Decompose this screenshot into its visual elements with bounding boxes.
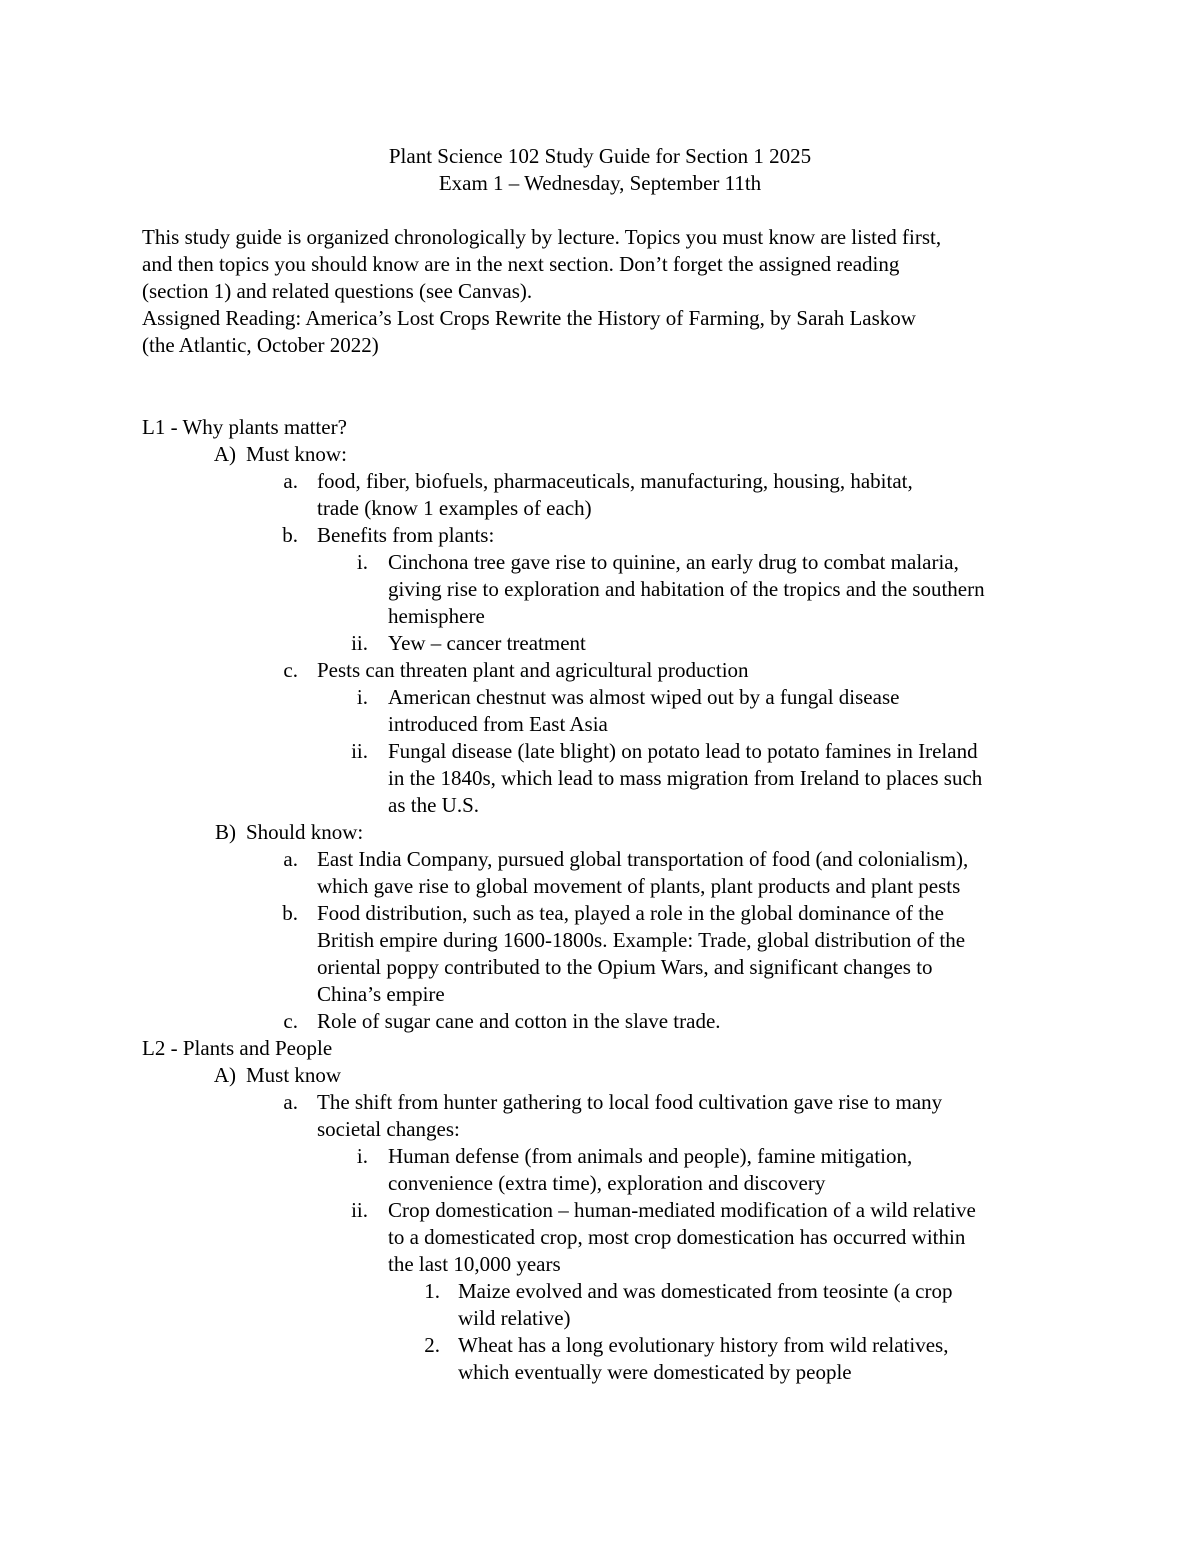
list-item-line: Fungal disease (late blight) on potato lead to potato famines in Ireland <box>388 739 978 763</box>
list-item-line: hemisphere <box>388 604 485 628</box>
list-item-line: The shift from hunter gathering to local food cultivation gave rise to many <box>317 1090 943 1114</box>
subsection-label: Must know <box>246 1063 342 1087</box>
section-heading: L1 - Why plants matter? <box>142 415 347 439</box>
list-item-line: which gave rise to global movement of plants, plant products and plant pests <box>317 874 961 898</box>
list-marker: 1. <box>424 1279 440 1303</box>
list-marker: b. <box>282 901 298 925</box>
list-item-line: to a domesticated crop, most crop domestication has occurred within <box>388 1225 966 1249</box>
subsection-label: Must know: <box>246 442 347 466</box>
list-item-line: giving rise to exploration and habitation of the tropics and the southern <box>388 577 985 601</box>
list-item-line: trade (know 1 examples of each) <box>317 496 592 520</box>
list-item-line: Benefits from plants: <box>317 523 495 547</box>
list-item-line: Wheat has a long evolutionary history from wild relatives, <box>458 1333 949 1357</box>
list-marker: A) <box>213 1063 236 1087</box>
list-item-line: Yew – cancer treatment <box>388 631 586 655</box>
list-marker: c. <box>283 658 298 682</box>
list-item-line: in the 1840s, which lead to mass migration from Ireland to places such <box>388 766 983 790</box>
document-title: Plant Science 102 Study Guide for Section 1 2025 <box>388 144 812 168</box>
list-marker: c. <box>283 1009 298 1033</box>
list-item-line: Role of sugar cane and cotton in the slave trade. <box>317 1009 721 1033</box>
list-item-line: Crop domestication – human-mediated modification of a wild relative <box>388 1198 976 1222</box>
list-item-line: Cinchona tree gave rise to quinine, an early drug to combat malaria, <box>388 550 959 574</box>
list-item-line: the last 10,000 years <box>388 1252 561 1276</box>
list-item-line: American chestnut was almost wiped out by a fungal disease <box>388 685 900 709</box>
list-item-line: wild relative) <box>458 1306 571 1330</box>
section-heading: L2 - Plants and People <box>142 1036 333 1060</box>
list-marker: a. <box>283 1090 298 1114</box>
list-item-line: East India Company, pursued global transportation of food (and colonialism), <box>317 847 969 871</box>
list-marker: i. <box>356 685 368 709</box>
list-marker: ii. <box>351 739 368 763</box>
list-item-line: Maize evolved and was domesticated from teosinte (a crop <box>458 1279 953 1303</box>
list-item-line: oriental poppy contributed to the Opium Wars, and significant changes to <box>317 955 933 979</box>
list-marker: a. <box>283 847 298 871</box>
list-item-line: convenience (extra time), exploration and discovery <box>388 1171 826 1195</box>
list-item-line: Food distribution, such as tea, played a role in the global dominance of the <box>317 901 944 925</box>
list-marker: B) <box>215 820 236 844</box>
assigned-reading-line: Assigned Reading: America’s Lost Crops Rewrite the History of Farming, by Sarah Laskow <box>142 306 916 330</box>
list-marker: 2. <box>424 1333 440 1357</box>
list-marker: a. <box>283 469 298 493</box>
list-item-line: British empire during 1600-1800s. Example: Trade, global distribution of the <box>317 928 966 952</box>
list-item-line: as the U.S. <box>388 793 479 817</box>
list-item-line: which eventually were domesticated by people <box>458 1360 852 1384</box>
list-marker: i. <box>356 1144 368 1168</box>
list-marker: ii. <box>351 1198 368 1222</box>
list-item-line: Pests can threaten plant and agricultural production <box>317 658 749 682</box>
list-marker: i. <box>356 550 368 574</box>
intro-line: This study guide is organized chronologically by lecture. Topics you must know are listed first, <box>142 225 942 249</box>
intro-line: and then topics you should know are in the next section. Don’t forget the assigned reading <box>142 252 900 276</box>
list-item-line: China’s empire <box>317 982 445 1006</box>
list-item-line: Human defense (from animals and people), famine mitigation, <box>388 1144 913 1168</box>
list-item-line: societal changes: <box>317 1117 460 1141</box>
list-marker: ii. <box>351 631 368 655</box>
list-item-line: food, fiber, biofuels, pharmaceuticals, manufacturing, housing, habitat, <box>317 469 913 493</box>
list-marker: A) <box>213 442 236 466</box>
assigned-reading-line: (the Atlantic, October 2022) <box>142 333 379 357</box>
intro-line: (section 1) and related questions (see Canvas). <box>142 279 533 303</box>
list-marker: b. <box>282 523 298 547</box>
document-subtitle: Exam 1 – Wednesday, September 11th <box>438 171 762 195</box>
subsection-label: Should know: <box>246 820 364 844</box>
list-item-line: introduced from East Asia <box>388 712 608 736</box>
